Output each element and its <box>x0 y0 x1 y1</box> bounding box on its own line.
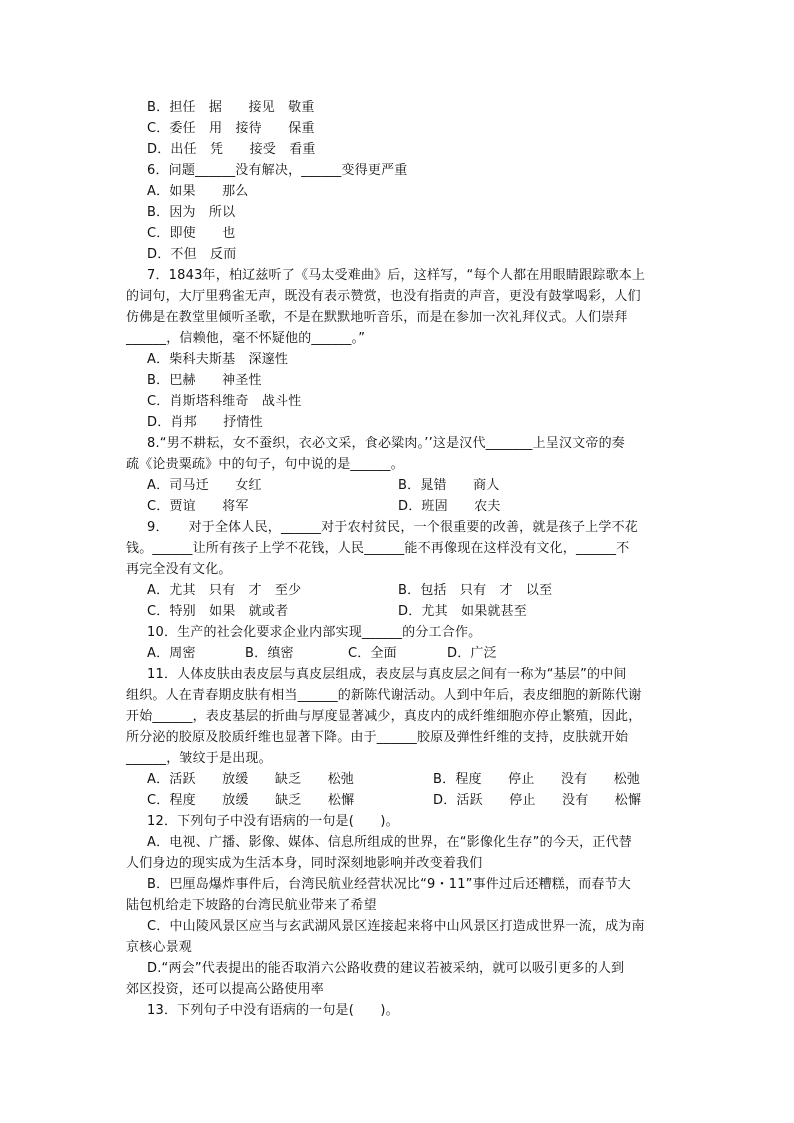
q12-option-b-line2: 陆包机给走下坡路的台湾民航业带来了希望 <box>126 898 377 913</box>
q12-option-a-line1: A．电视、广播、影像、媒体、信息所组成的世界，在“影像化生存”的今天，正代替 <box>147 835 632 850</box>
q9-stem-line2: 钱。______让所有孩子上学不花钱，人民______能不再像现在这样没有文化，______不 <box>126 541 630 556</box>
q9-option-c: C．特别 如果 就或者 <box>147 604 289 619</box>
q7-option-a: A．柴科夫斯基 深邃性 <box>147 352 289 367</box>
q12-stem: 12．下列句子中没有语病的一句是( )。 <box>147 814 399 829</box>
q10-option-d: D．广泛 <box>447 646 497 661</box>
q7-stem-line2: 的词句，大厅里鸦雀无声，既没有表示赞赏，也没有指责的声音，更没有鼓掌喝彩，人们 <box>126 289 641 304</box>
q5-option-c: C．委任 用 接待 保重 <box>147 121 315 136</box>
q12-option-d-line2: 郊区投资，还可以提高公路使用率 <box>126 982 325 997</box>
q9-option-b: B．包括 只有 才 以至 <box>398 583 553 598</box>
q7-stem-line4: ______，信赖他，毫不怀疑他的______。” <box>126 331 366 346</box>
q8-option-d: D．班固 农夫 <box>398 499 501 514</box>
q6-option-a: A．如果 那么 <box>147 184 249 199</box>
q7-option-c: C．肖斯塔科维奇 战斗性 <box>147 394 302 409</box>
q6-option-b: B．因为 所以 <box>147 205 236 220</box>
q12-option-d-line1: D.“两会”代表提出的能否取消六公路收费的建议若被采纳，就可以吸引更多的人到 <box>147 961 625 976</box>
q6-option-c: C．即使 也 <box>147 226 236 241</box>
q11-stem-line2: 组织。人在青春期皮肤有相当______的新陈代谢活动。人到中年后，表皮细胞的新陈代谢 <box>126 688 642 703</box>
q12-option-a-line2: 人们身边的现实成为生活本身，同时深刻地影响并改变着我们 <box>126 856 483 871</box>
q5-option-b: B．担任 据 接见 敬重 <box>147 100 315 115</box>
q11-stem-line5: ______，皱纹于是出现。 <box>126 751 272 766</box>
q10-option-c: C．全面 <box>348 646 397 661</box>
q11-option-a: A．活跃 放缓 缺乏 松弛 <box>147 772 355 787</box>
q11-option-c: C．程度 放缓 缺乏 松懈 <box>147 793 355 808</box>
q10-option-b: B．缜密 <box>245 646 294 661</box>
q11-option-d: D．活跃 停止 没有 松懈 <box>433 793 642 808</box>
q10-option-a: A．周密 <box>147 646 196 661</box>
q7-option-d: D．肖邦 抒情性 <box>147 415 263 430</box>
q5-option-d: D．出任 凭 接受 看重 <box>147 142 316 157</box>
q7-stem-line1: 7．1843年，柏辽兹听了《马太受难曲》后，这样写，“每个人都在用眼睛跟踪歌本上 <box>147 268 646 283</box>
q11-option-b: B．程度 停止 没有 松弛 <box>433 772 641 787</box>
q13-stem: 13．下列句子中没有语病的一句是( )。 <box>147 1003 399 1018</box>
q6-stem: 6．问题______没有解决，______变得更严重 <box>147 163 408 178</box>
q8-stem-line2: 疏《论贵粟疏》中的句子，句中说的是______。 <box>126 457 404 472</box>
q8-option-c: C．贾谊 将军 <box>147 499 249 514</box>
q8-option-a: A．司马迁 女红 <box>147 478 262 493</box>
q6-option-d: D．不但 反而 <box>147 247 237 262</box>
q12-option-c-line2: 京核心景观 <box>126 940 193 955</box>
q8-option-b: B．晁错 商人 <box>398 478 500 493</box>
q8-stem-line1: 8.“男不耕耘，女不蚕织，衣必文采，食必粱肉。’’这是汉代_______上呈汉文帝的奏 <box>147 436 626 451</box>
q9-option-d: D．尤其 如果就甚至 <box>398 604 528 619</box>
q7-stem-line3: 仿佛是在教堂里倾听圣歌，不是在默默地听音乐，而是在参加一次礼拜仪式。人们崇拜 <box>126 310 628 325</box>
q7-option-b: B．巴赫 神圣性 <box>147 373 262 388</box>
q12-option-b-line1: B．巴厘岛爆炸事件后，台湾民航业经营状况比“9・11”事件过后还糟糕，而春节大 <box>147 877 632 892</box>
q11-stem-line4: 所分泌的胶原及胶质纤维也显著下降。由于______胶原及弹性纤维的支持，皮肤就开始 <box>126 730 629 745</box>
q9-stem-line1: 9． 对于全体人民，______对于农村贫民，一个很重要的改善，就是孩子上学不花 <box>147 520 638 535</box>
q11-stem-line3: 开始______，表皮基层的折曲与厚度显著减少，真皮内的成纤维细胞亦停止繁殖，因此， <box>126 709 642 724</box>
q9-stem-line3: 再完全没有文化。 <box>126 562 232 577</box>
q11-stem-line1: 11．人体皮肤由表皮层与真皮层组成，表皮层与真皮层之间有一称为“基层”的中间 <box>147 667 627 682</box>
q9-option-a: A．尤其 只有 才 至少 <box>147 583 302 598</box>
q10-stem: 10．生产的社会化要求企业内部实现______的分工合作。 <box>147 625 482 640</box>
q12-option-c-line1: C．中山陵风景区应当与玄武湖风景区连接起来将中山风景区打造成世界一流，成为南 <box>147 919 645 934</box>
